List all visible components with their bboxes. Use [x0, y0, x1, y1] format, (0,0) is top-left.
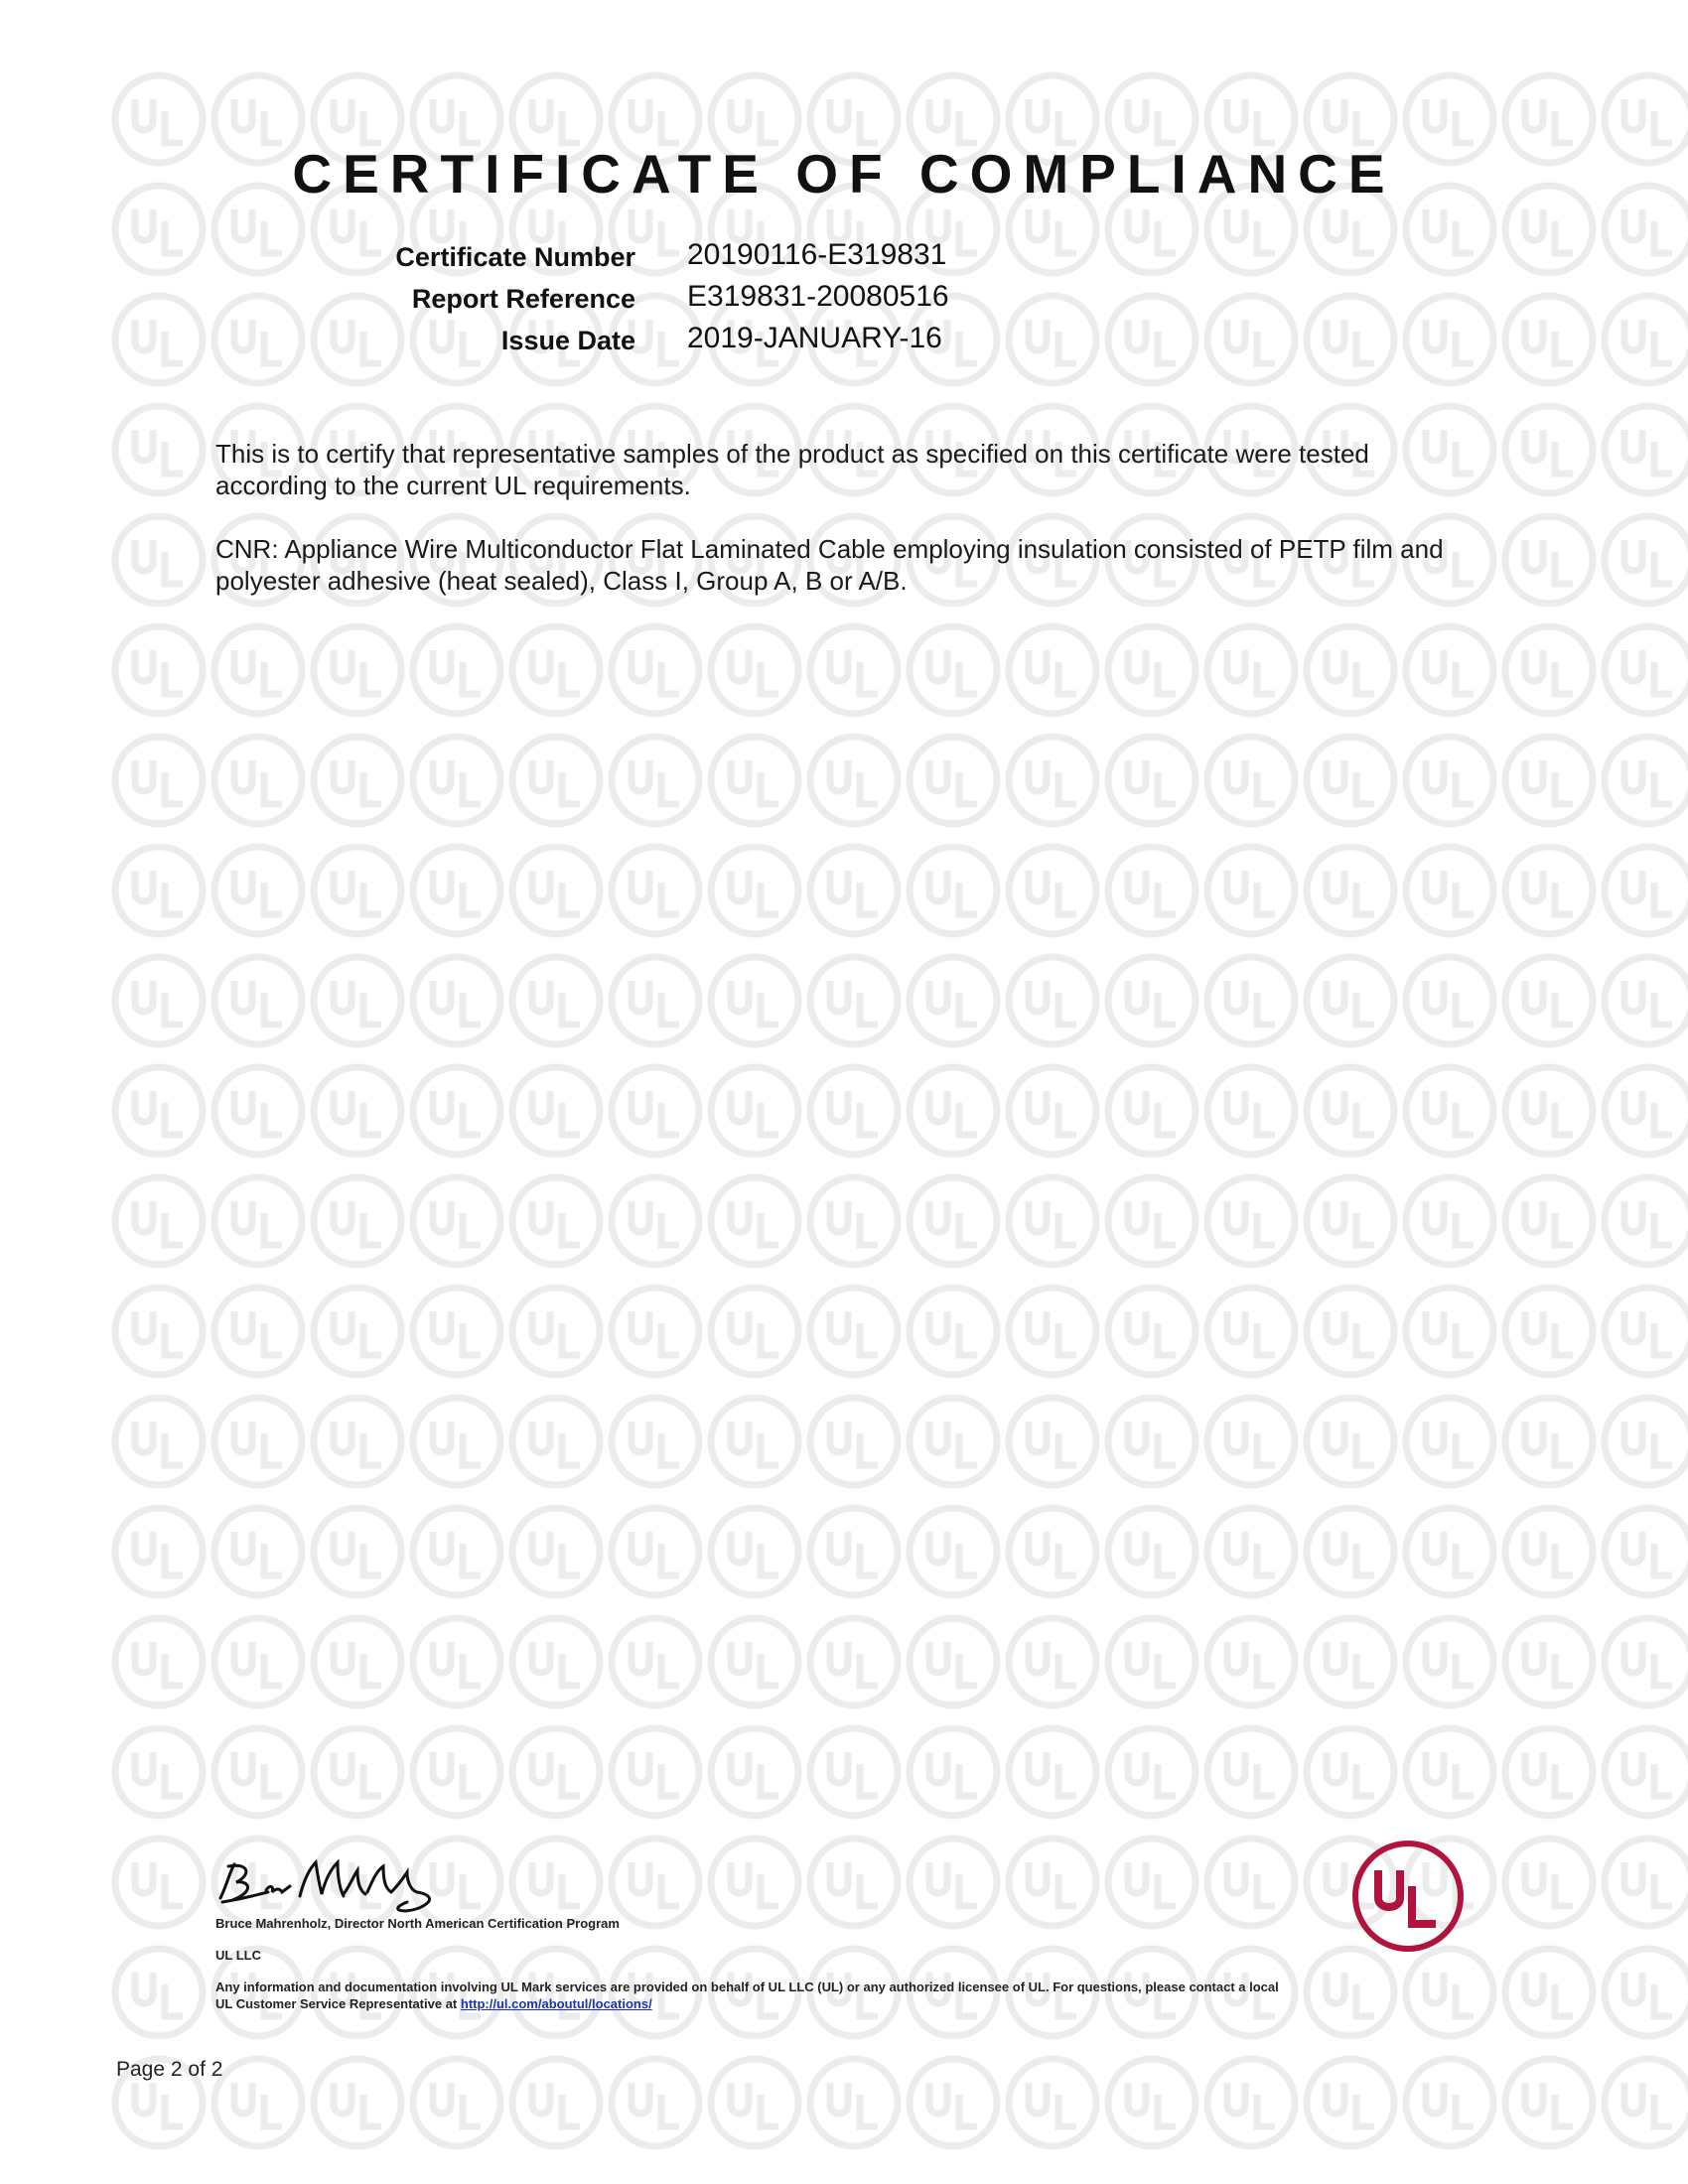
certificate-number-value: 20190116-E319831: [687, 238, 947, 271]
certificate-number-label: Certificate Number: [395, 242, 635, 272]
page-number: Page 2 of 2: [116, 2058, 223, 2081]
certification-statement: This is to certify that representative samples of the product as specified on this certificate were tested according to the current UL requirements.: [215, 439, 1369, 500]
locations-link[interactable]: http://ul.com/aboutul/locations/: [460, 1996, 652, 2011]
issue-date-value: 2019-JANUARY-16: [687, 322, 942, 354]
signatory-name: Bruce Mahrenholz, Director North American Certification Program: [215, 1916, 620, 1931]
report-reference-value: E319831-20080516: [687, 280, 949, 313]
organization-name: UL LLC: [215, 1948, 261, 1963]
disclaimer: [215, 1979, 1288, 2012]
issue-date-label: Issue Date: [500, 326, 635, 355]
product-description: CNR: Appliance Wire Multiconductor Flat Laminated Cable employing insulation consisted of PETP film and polyester adhesive (heat sealed), Class I, Group A, B or A/B.: [215, 534, 1444, 596]
report-reference-label: Report Reference: [411, 284, 635, 314]
handwritten-signature: [209, 1856, 447, 1916]
disclaimer-text: Any information and documentation involving UL Mark services are provided on behalf of UL LLC (UL) or any authorized licensee of UL. For questions, please contact a local UL Customer Service Representative at: [215, 1979, 1279, 2011]
issue-date-row: [0, 322, 1688, 369]
certificate-title: CERTIFICATE OF COMPLIANCE: [292, 143, 1396, 205]
ul-logo-icon: [1348, 1837, 1468, 1956]
